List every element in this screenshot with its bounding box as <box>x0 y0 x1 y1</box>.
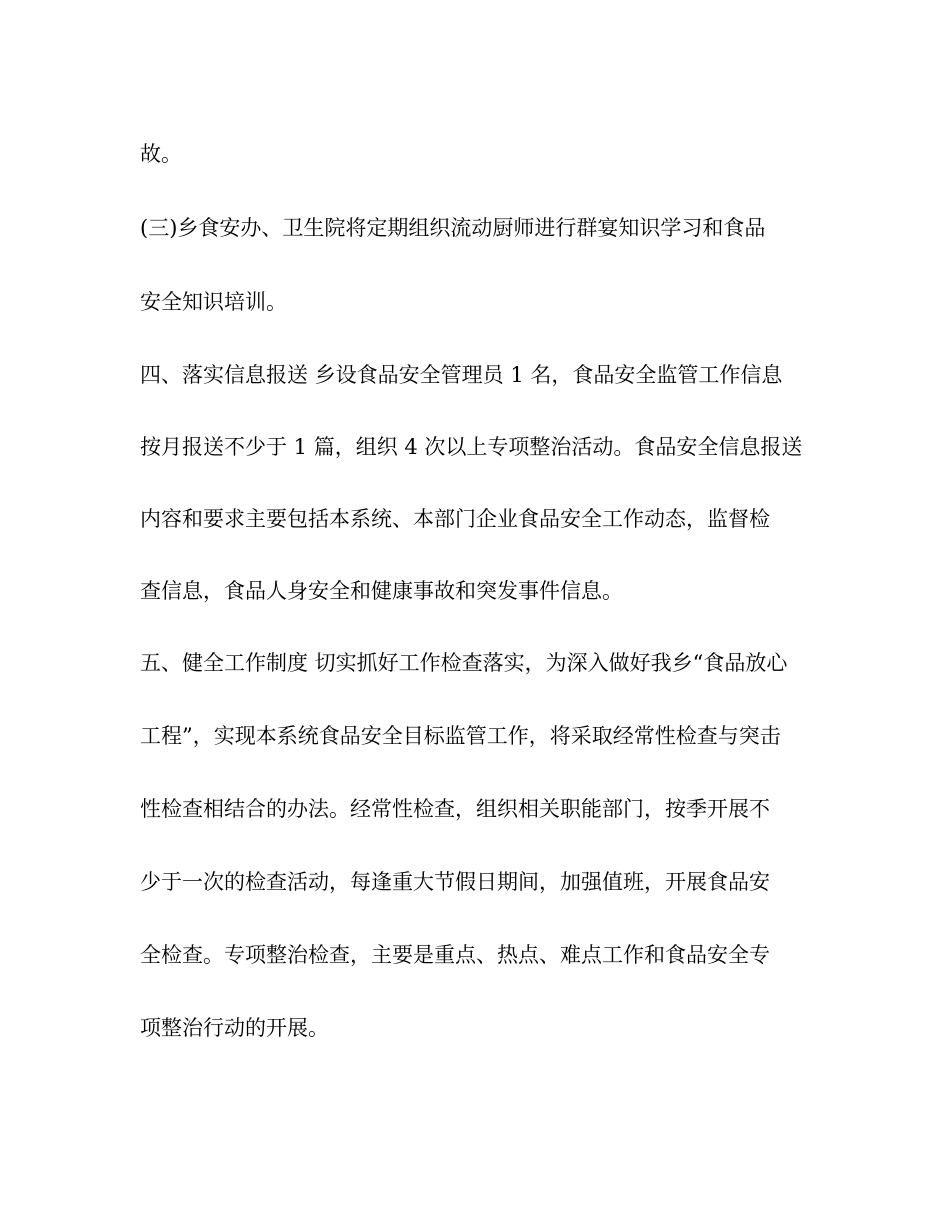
text-line: 安全知识培训。 <box>140 290 287 314</box>
text-line: 少于一次的检查活动，每逢重大节假日期间，加强值班，开展食品安 <box>140 870 770 894</box>
text-line: 查信息，食品人身安全和健康事故和突发事件信息。 <box>140 579 623 603</box>
text-line: (三)乡食安办、卫生院将定期组织流动厨师进行群宴知识学习和食品 <box>140 216 766 240</box>
text-line: 四、落实信息报送 乡设食品安全管理员 1 名，食品安全监管工作信息 <box>140 363 783 387</box>
text-line: 性检查相结合的办法。经常性检查，组织相关职能部门，按季开展不 <box>140 797 770 821</box>
text-line: 按月报送不少于 1 篇，组织 4 次以上专项整治活动。食品安全信息报送 <box>140 435 803 459</box>
text-line: 工程”，实现本系统食品安全目标监管工作，将采取经常性检查与突击 <box>140 724 781 748</box>
text-line: 故。 <box>140 142 182 166</box>
text-line: 五、健全工作制度 切实抓好工作检查落实，为深入做好我乡“食品放心 <box>140 651 788 675</box>
text-line: 全检查。专项整治检查，主要是重点、热点、难点工作和食品安全专 <box>140 943 770 967</box>
text-line: 项整治行动的开展。 <box>140 1016 329 1040</box>
text-line: 内容和要求主要包括本系统、本部门企业食品安全工作动态，监督检 <box>140 507 770 531</box>
